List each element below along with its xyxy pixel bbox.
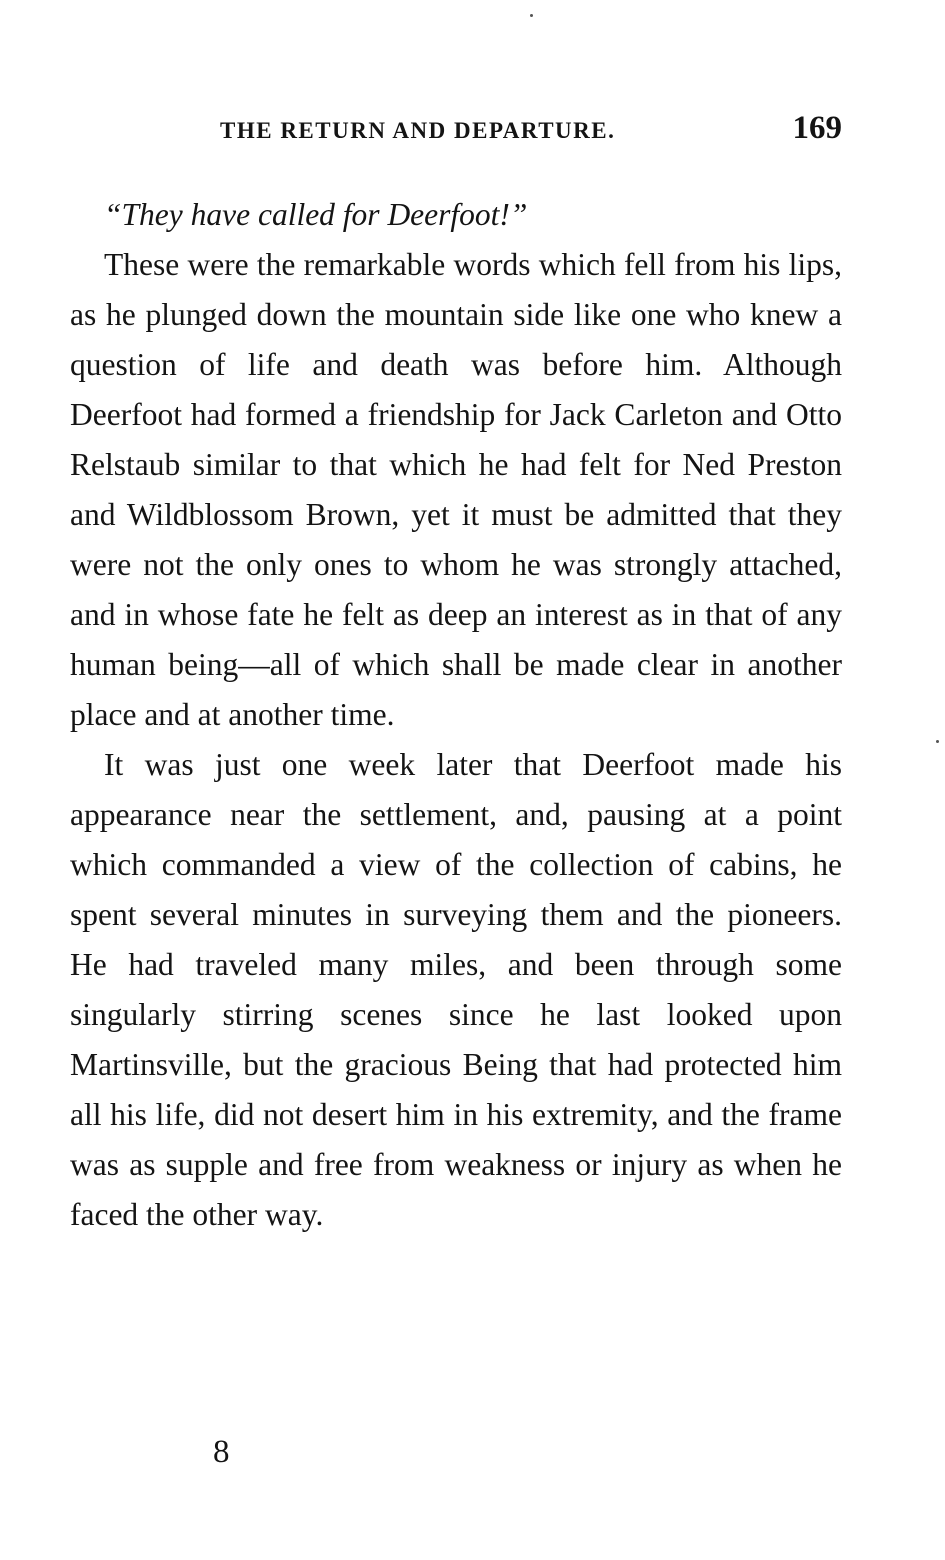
paragraph: It was just one week later that Deerfoot made his appearance near the settlement, and, pausing at a point which commanded a view of the collection of cabins, he spent several minutes in surveying them and the pioneers. He had traveled many miles, and been through some singularly stirring scenes since he last looked upon Martinsville, but the gracious Being that had protected him all his life, did not desert him in his extremity, and the frame was as supple and free from weakness or injury as when he faced the other way.	[70, 747, 842, 1232]
running-head	[70, 108, 842, 156]
paper-speck	[530, 14, 533, 17]
paper-speck	[936, 740, 939, 743]
running-title: THE RETURN AND DEPARTURE.	[220, 118, 616, 143]
page-number: 169	[792, 110, 842, 146]
body-text	[70, 190, 842, 1240]
quoted-line: “They have called for Deerfoot!”	[104, 197, 528, 232]
signature-mark: 8	[213, 1434, 230, 1470]
paragraph: These were the remarkable words which fell from his lips, as he plunged down the mountain side like one who knew a question of life and death was before him. Although Deerfoot had formed a friendship for Jack Carleton and Otto Relstaub similar to that which he had felt for Ned Preston and Wildblossom Brown, yet it must be admitted that they were not the only ones to whom he was strongly attached, and in whose fate he felt as deep an interest as in that of any human being—all of which shall be made clear in another place and at another time.	[70, 247, 842, 732]
